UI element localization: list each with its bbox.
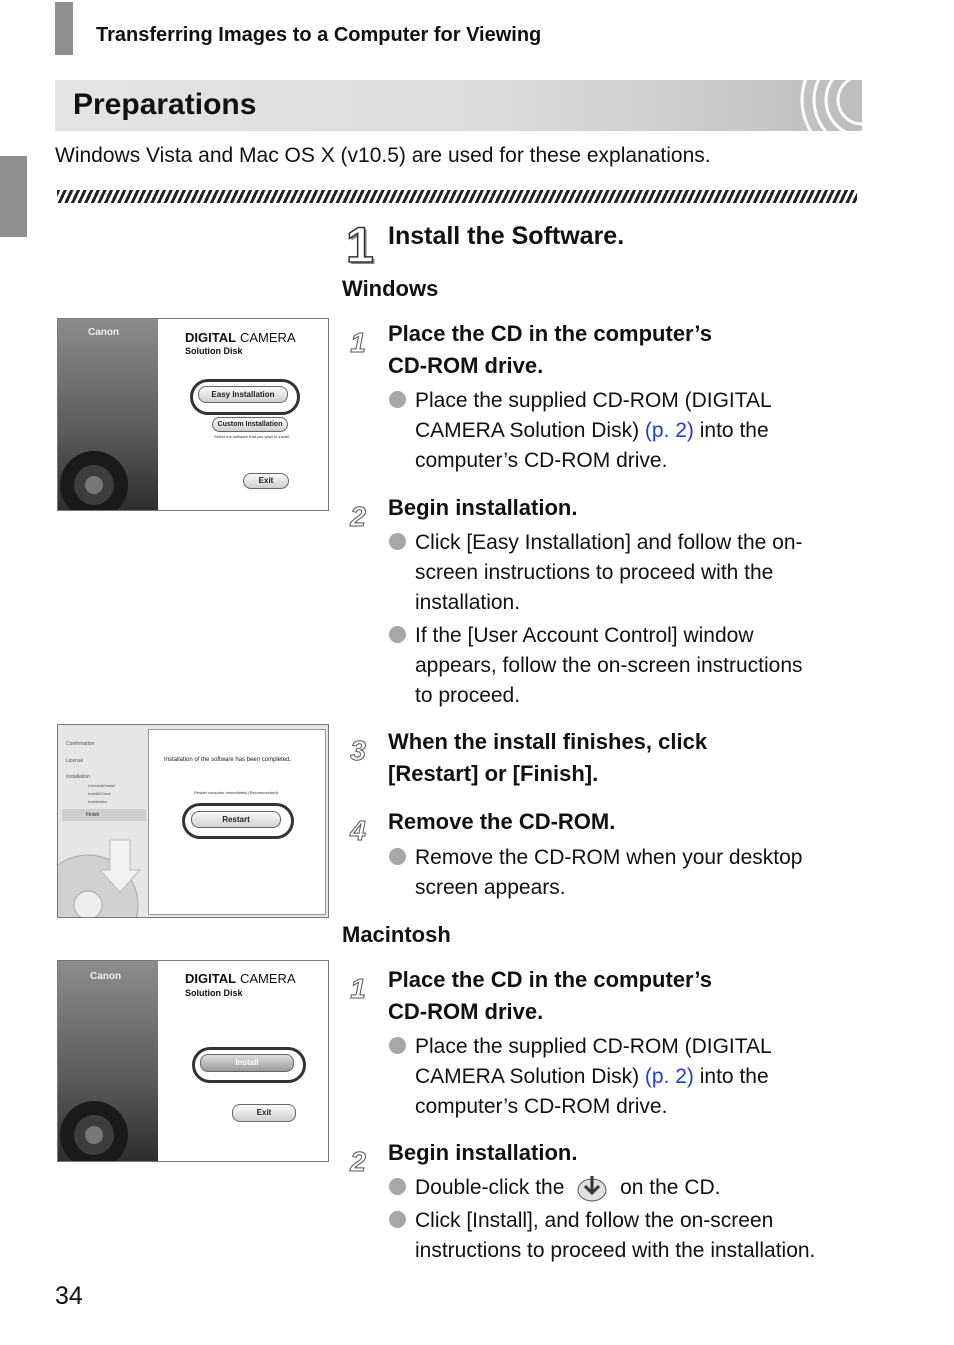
bullet-w1 [389,386,859,476]
bullet-m2a [389,1173,859,1203]
item-number-w3: 3 [350,735,366,766]
bullet-w1-l2b: into the [693,419,769,442]
intro-text: Windows Vista and Mac OS X (v10.5) are used for these explanations. [55,144,711,167]
bullet-m1-l2b: into the [693,1065,769,1088]
bullet-m2b [389,1206,859,1266]
bullet-m2b-l2: instructions to proceed with the installation. [415,1239,816,1262]
item-number-m2: 2 [350,1146,366,1177]
item-title-w3-l2: [Restart] or [Finish]. [388,761,599,786]
restart-button[interactable]: Restart [191,811,281,828]
bullet-m2b-l1: Click [Install], and follow the on-screen [415,1209,774,1232]
item-title-m2: Begin installation. [388,1140,578,1165]
item-title-w3-l1: When the install finishes, click [388,729,708,754]
bullet-dot [389,1211,406,1228]
bullet-w2a-l1: Click [Easy Installation] and follow the on- [415,531,803,554]
bullet-dot [389,1178,406,1195]
completion-message: Installation of the software has been completed. [164,757,292,763]
brand-label: Canon [90,971,122,982]
item-title-w1 [388,318,712,382]
item-title-w3 [388,726,707,790]
decorative-arcs [772,80,862,131]
header-bar [55,2,73,55]
bullet-w4-l2: screen appears. [415,876,566,899]
exit-button[interactable]: Exit [243,473,289,489]
installer-icon [574,1173,610,1203]
item-number-w2: 2 [350,501,366,532]
install-button[interactable]: Install [200,1054,294,1072]
item-title-m1-l2: CD-ROM drive. [388,999,544,1024]
bullet-m1-l1: Place the supplied CD-ROM (DIGITAL [415,1035,772,1058]
product-subtitle: Solution Disk [185,988,243,998]
lens-graphic [58,1079,158,1161]
page-number: 34 [55,1282,83,1310]
bullet-m1-l2a: CAMERA Solution Disk) [415,1065,645,1088]
windows-heading: Windows [342,276,439,301]
bullet-w2b-l3: to proceed. [415,684,521,707]
wizard-sub2: Install/Check [88,791,111,796]
exit-button[interactable]: Exit [232,1104,296,1122]
page-link[interactable]: (p. 2) [644,1065,694,1088]
page-link[interactable]: (p. 2) [644,419,694,442]
page-title: Preparations [73,88,257,121]
windows-installer-screenshot [57,318,329,511]
bullet-w4 [389,843,859,903]
item-title-w1-l1: Place the CD in the computer’s [388,321,712,346]
wizard-sub1: Uninstall/Install [88,783,115,788]
item-title-m1 [388,964,712,1028]
mac-installer-screenshot [57,960,329,1162]
item-title-w4: Remove the CD-ROM. [388,809,616,834]
item-number-m1: 1 [350,973,366,1004]
bullet-m2a-post: on the CD. [620,1176,721,1199]
brand-label: Canon [88,327,120,338]
running-head: Transferring Images to a Computer for Viewing [96,24,542,46]
easy-installation-button[interactable]: Easy Installation [198,386,288,403]
product-subtitle: Solution Disk [185,346,243,356]
step-title: Install the Software. [388,222,625,250]
restart-screenshot [57,724,329,918]
installer-note: Select the software that you want to install. [214,434,290,439]
bullet-m1 [389,1032,859,1122]
bullet-w1-l1: Place the supplied CD-ROM (DIGITAL [415,389,772,412]
lens-graphic [58,429,158,510]
mac-heading: Macintosh [342,922,451,947]
product-rest: CAMERA [240,971,296,986]
title-band [55,80,862,131]
bullet-w2b-l2: appears, follow the on-screen instructions [415,654,803,677]
wizard-step3: Installation [66,774,90,780]
wizard-finish: Finish [86,812,100,818]
custom-installation-button[interactable]: Custom Installation [212,417,288,432]
wizard-sub3: Installation [88,799,108,804]
item-title-w1-l2: CD-ROM drive. [388,353,544,378]
bullet-w4-l1: Remove the CD-ROM when your desktop [415,846,803,869]
bullet-m2a-pre: Double-click the [415,1176,565,1199]
bullet-w2a-l2: screen instructions to proceed with the [415,561,774,584]
restart-option[interactable]: Restart computer immediately (Recommended) [194,790,279,795]
bullet-dot [389,391,406,408]
side-tab [0,156,27,237]
bullet-m1-l3: computer’s CD-ROM drive. [415,1095,668,1118]
item-title-w2: Begin installation. [388,495,578,520]
wizard-step2: License [66,758,84,764]
divider-hatch [57,190,857,203]
bullet-w2b [389,621,859,711]
cd-graphic [58,830,148,917]
step-number: 1 [346,217,374,273]
product-bold: DIGITAL [185,330,237,345]
bullet-dot [389,848,406,865]
item-title-m1-l1: Place the CD in the computer’s [388,967,712,992]
product-bold: DIGITAL [185,971,237,986]
product-rest: CAMERA [240,330,296,345]
wizard-finish-row [62,809,146,821]
item-number-w1: 1 [350,327,366,358]
bullet-dot [389,1037,406,1054]
bullet-w2a [389,528,859,618]
bullet-w2b-l1: If the [User Account Control] window [415,624,754,647]
bullet-dot [389,626,406,643]
wizard-step1: Confirmation [66,741,95,747]
bullet-w2a-l3: installation. [415,591,521,614]
bullet-dot [389,533,406,550]
bullet-w1-l3: computer’s CD-ROM drive. [415,449,668,472]
item-number-w4: 4 [350,815,366,846]
bullet-w1-l2a: CAMERA Solution Disk) [415,419,645,442]
